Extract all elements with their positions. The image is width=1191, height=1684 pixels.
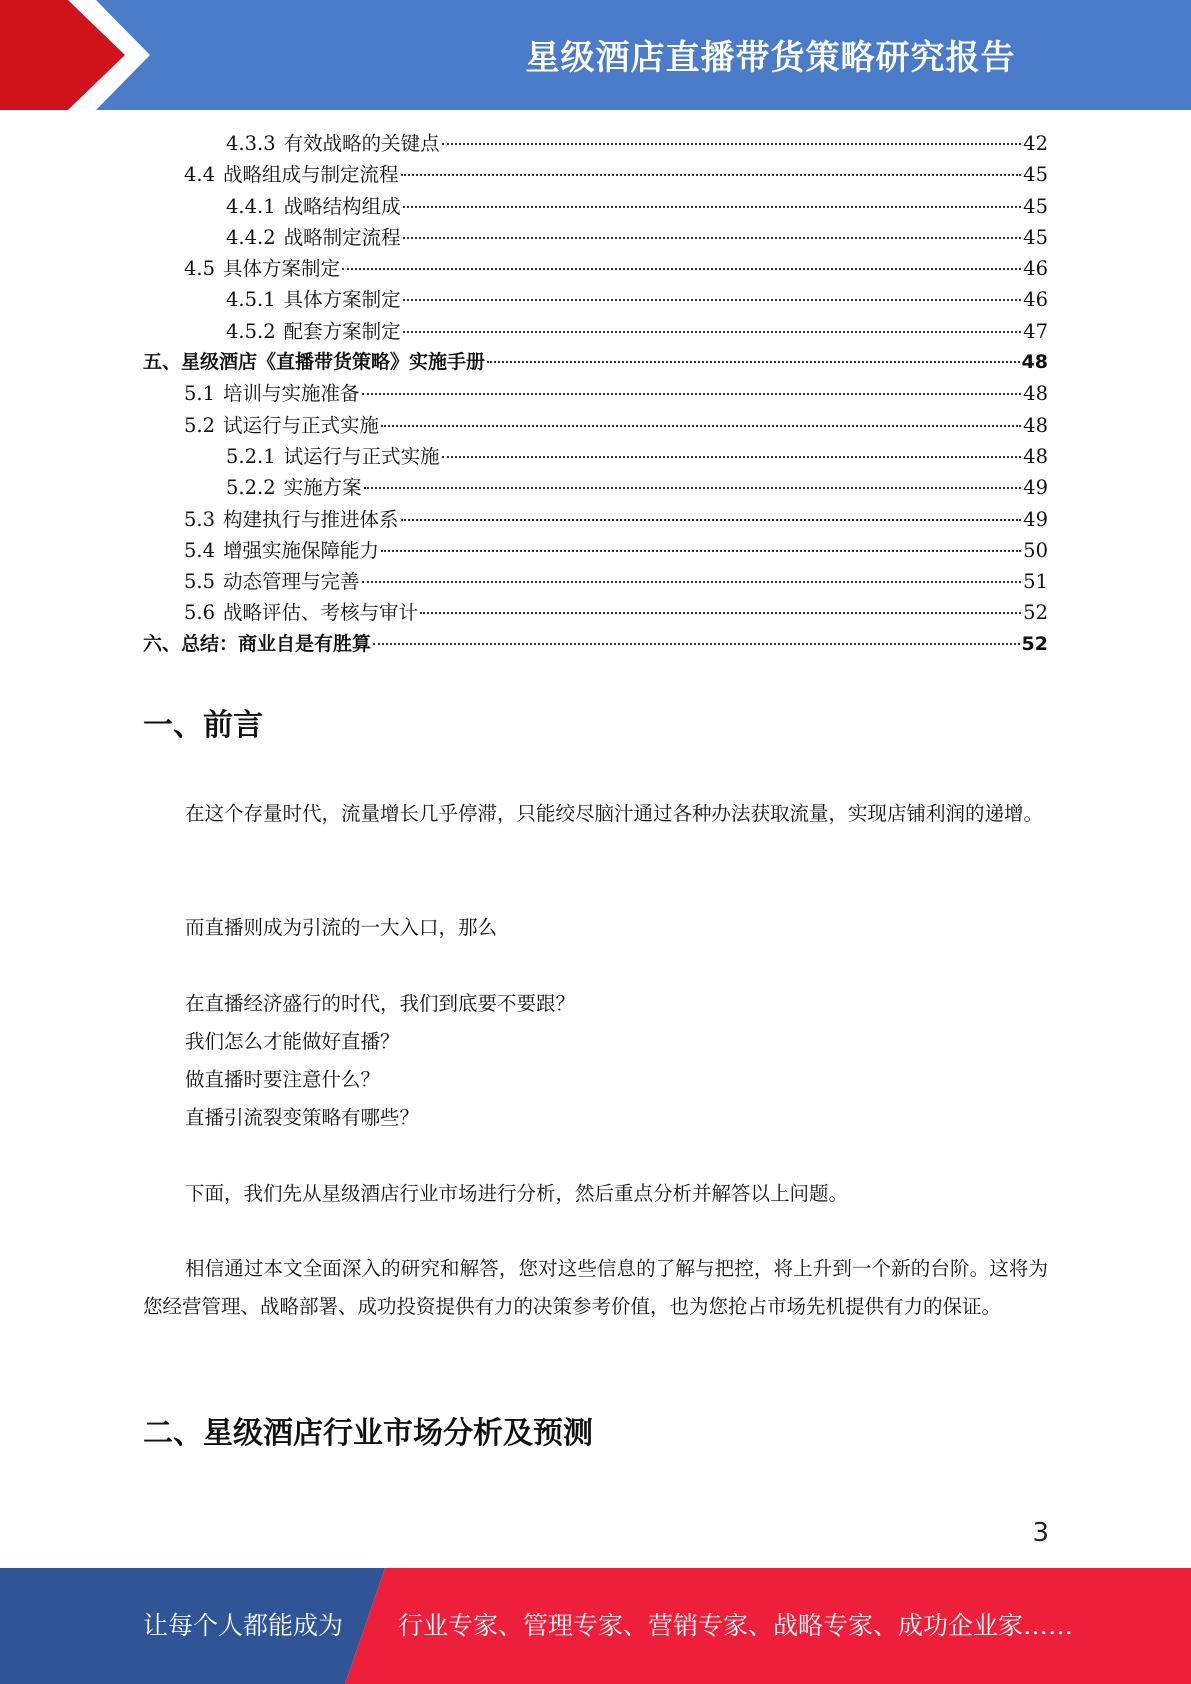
toc-entry[interactable] <box>143 472 1048 503</box>
toc-entry[interactable] <box>143 441 1048 472</box>
toc-entry-number: 5.3 <box>184 507 216 531</box>
toc-entry-number: 4.5 <box>184 257 216 281</box>
toc-dot-leader <box>442 143 1022 145</box>
section-heading-market-analysis: 二、星级酒店行业市场分析及预测 <box>143 1416 593 1451</box>
footer-slogan-right: 行业专家、管理专家、营销专家、战略专家、成功企业家…… <box>398 1611 1074 1640</box>
toc-entry-title: 增强实施保障能力 <box>223 538 380 562</box>
toc-entry-title: 试运行与正式实施 <box>283 444 440 468</box>
preface-question-3: 做直播时要注意什么？ <box>185 1068 381 1091</box>
toc-entry-number: 5.4 <box>184 538 216 562</box>
toc-entry-number: 5.2.2 <box>226 476 276 500</box>
toc-entry-page: 49 <box>1023 507 1048 531</box>
toc-entry[interactable] <box>143 504 1048 535</box>
toc-entry-page: 46 <box>1023 257 1048 281</box>
toc-dot-leader <box>403 299 1022 301</box>
toc-entry-title: 试运行与正式实施 <box>223 413 380 437</box>
toc-entry[interactable] <box>143 128 1048 159</box>
toc-entry-number: 5.2.1 <box>226 444 276 468</box>
toc-dot-leader <box>342 268 1021 270</box>
toc-dot-leader <box>403 237 1022 239</box>
toc-entry-title: 动态管理与完善 <box>223 570 360 594</box>
toc-dot-leader <box>420 612 1021 614</box>
toc-dot-leader <box>401 519 1022 521</box>
toc-entry-page: 48 <box>1023 444 1048 468</box>
toc-entry-number: 4.4 <box>184 163 216 187</box>
toc-dot-leader <box>373 643 1020 645</box>
toc-entry-number: 4.4.2 <box>226 225 276 249</box>
toc-entry-page: 49 <box>1023 476 1048 500</box>
toc-entry-title: 构建执行与推进体系 <box>223 507 399 531</box>
toc-entry-title: 战略结构组成 <box>283 194 401 218</box>
toc-entry-number: 5.2 <box>184 413 216 437</box>
toc-entry-number: 5.5 <box>184 570 216 594</box>
page-footer <box>0 1568 1191 1684</box>
toc-entry-title: 具体方案制定 <box>283 288 401 312</box>
preface-question-2: 我们怎么才能做好直播？ <box>185 1030 400 1053</box>
toc-entry-number: 4.3.3 <box>226 132 276 155</box>
preface-paragraph-3: 下面，我们先从星级酒店行业市场进行分析，然后重点分析并解答以上问题。 <box>185 1182 849 1205</box>
toc-entry-title: 有效战略的关键点 <box>283 132 440 155</box>
toc-entry[interactable] <box>143 410 1048 441</box>
toc-entry-page: 45 <box>1023 225 1048 249</box>
toc-entry-title: 六、总结：商业自是有胜算 <box>143 632 372 655</box>
preface-question-1: 在直播经济盛行的时代，我们到底要不要跟？ <box>185 992 576 1015</box>
toc-entry[interactable] <box>143 629 1048 660</box>
toc-entry-number: 4.4.1 <box>226 194 276 218</box>
toc-entry-title: 五、星级酒店《直播带货策略》实施手册 <box>143 351 486 374</box>
toc-entry[interactable] <box>143 535 1048 566</box>
toc-entry-page: 48 <box>1023 413 1048 437</box>
preface-paragraph-2: 而直播则成为引流的一大入口，那么 <box>185 916 498 939</box>
toc-entry-title: 战略评估、考核与审计 <box>223 601 419 625</box>
toc-entry-title: 配套方案制定 <box>283 319 401 343</box>
report-title: 星级酒店直播带货策略研究报告 <box>525 38 1016 78</box>
page-number: 3 <box>1032 1518 1049 1548</box>
header-arrow-decoration <box>0 0 300 110</box>
toc-entry[interactable] <box>143 253 1048 284</box>
toc-entry-title: 实施方案 <box>283 476 362 500</box>
toc-entry-page: 48 <box>1021 351 1048 374</box>
preface-paragraph-4: 相信通过本文全面深入的研究和解答，您对这些信息的了解与把控，将上升到一个新的台阶。这将为您经营管理、战略部署、成功投资提供有力的决策参考价值，也为您抢占市场先机提供有力的保证。 <box>143 1257 1048 1318</box>
toc-entry[interactable] <box>143 378 1048 409</box>
toc-dot-leader <box>362 581 1022 583</box>
toc-entry-page: 46 <box>1023 288 1048 312</box>
toc-entry-page: 47 <box>1023 319 1048 343</box>
toc-dot-leader <box>381 550 1021 552</box>
toc-dot-leader <box>401 174 1022 176</box>
preface-paragraph-1: 在这个存量时代，流量增长几乎停滞，只能绞尽脑汁通过各种办法获取流量，实现店铺利润的递增。 <box>185 802 1044 825</box>
toc-entry[interactable] <box>143 284 1048 315</box>
toc-entry[interactable] <box>143 222 1048 253</box>
toc-entry[interactable] <box>143 566 1048 597</box>
toc-entry-number: 4.5.1 <box>226 288 276 312</box>
toc-dot-leader <box>403 206 1022 208</box>
toc-entry[interactable] <box>143 191 1048 222</box>
toc-entry-title: 战略组成与制定流程 <box>223 163 399 187</box>
toc-entry[interactable] <box>143 316 1048 347</box>
toc-dot-leader <box>381 425 1021 427</box>
toc-entry[interactable] <box>143 597 1048 628</box>
page-header <box>0 0 1191 110</box>
toc-dot-leader <box>442 456 1022 458</box>
toc-entry-number: 4.5.2 <box>226 319 276 343</box>
toc-entry-title: 培训与实施准备 <box>223 382 360 406</box>
toc-dot-leader <box>364 487 1022 489</box>
toc-entry[interactable] <box>143 347 1048 378</box>
toc-entry-page: 45 <box>1023 163 1048 187</box>
toc-entry-page: 42 <box>1023 132 1048 155</box>
toc-entry-title: 具体方案制定 <box>223 257 341 281</box>
toc-entry-title: 战略制定流程 <box>283 225 401 249</box>
toc-entry-page: 52 <box>1023 601 1048 625</box>
toc-entry-page: 45 <box>1023 194 1048 218</box>
toc-entry-page: 52 <box>1021 632 1048 655</box>
toc-entry-page: 48 <box>1023 382 1048 406</box>
toc-entry-page: 50 <box>1023 538 1048 562</box>
preface-question-4: 直播引流裂变策略有哪些？ <box>185 1106 420 1129</box>
table-of-contents <box>143 128 1048 660</box>
toc-entry[interactable] <box>143 159 1048 190</box>
toc-dot-leader <box>403 331 1022 333</box>
toc-dot-leader <box>362 393 1022 395</box>
toc-entry-number: 5.6 <box>184 601 216 625</box>
toc-entry-page: 51 <box>1023 570 1048 594</box>
section-heading-preface: 一、前言 <box>143 708 263 743</box>
toc-entry-number: 5.1 <box>184 382 216 406</box>
footer-slogan-left: 让每个人都能成为 <box>143 1611 344 1640</box>
toc-dot-leader <box>487 361 1020 363</box>
